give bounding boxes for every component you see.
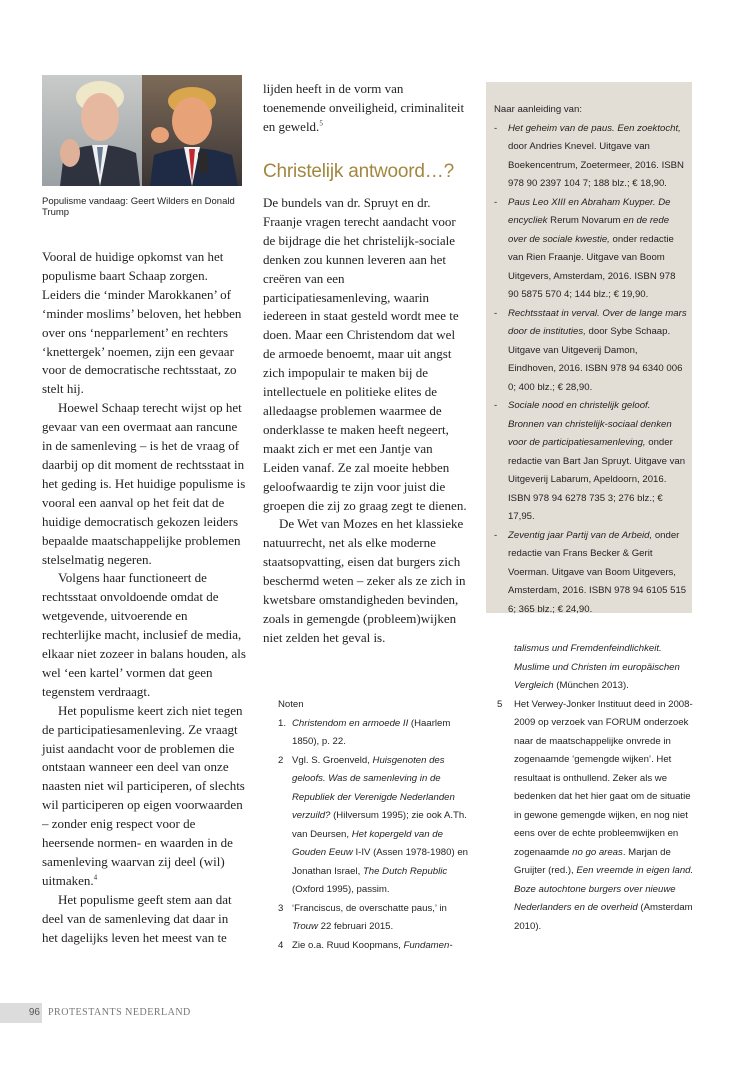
book-item xyxy=(494,194,688,305)
footnote xyxy=(278,900,468,937)
footnotes-continued xyxy=(497,640,697,936)
dash-marker: - xyxy=(494,400,498,411)
footnote-number: 5 xyxy=(497,698,503,710)
book-title: Paus Leo XIII en Abraham Kuyper. De encycliek xyxy=(508,196,671,226)
publication-name: PROTESTANTS NEDERLAND xyxy=(48,1007,191,1018)
dash-marker: - xyxy=(494,307,498,319)
page-footer xyxy=(0,1003,200,1023)
notes-title: Noten xyxy=(278,699,304,710)
books-sidebar xyxy=(486,82,692,613)
paragraph: Vooral de huidige opkomst van het populisme baart Schaap zorgen. Leiders die ‘minder Marokkanen’ of ‘minder moslims’ beloven, het hebben over ons ‘nepparlement’ en rechters ‘knettergek’ noemen, zijn een gevaar voor de democratische rechtsstaat, zo stelt hij. xyxy=(42,249,242,397)
paragraph xyxy=(42,702,247,891)
footnote xyxy=(278,937,468,956)
column-2-top xyxy=(263,80,467,137)
note-text: (Haarlem 1850), p. 22. xyxy=(292,717,451,747)
dash-marker: - xyxy=(494,529,498,541)
footnote xyxy=(278,752,468,900)
paragraph: De bundels van dr. Spruyt en dr. Fraanje vragen terecht aandacht voor de bijdrage die het christelijk-sociale denken zou kunnen leveren aan het creëren van een participatiesamenleving, waarin iedereen in staat gesteld wordt mee te doen. Maar een Christendom dat wel de armoede benoemt, maar uit angst zich impopulair te maken bij de intellectuele en politieke elites de alledaagse problemen waarmee de onderklasse te maken heeft negeert, maakt zich er met een Jantje van Leiden vanaf. Ze zal moeite hebben geloofwaardig te zijn voor juist die groepen die zij zo graag zegt te dienen. xyxy=(263,195,467,513)
note-text: 22 februari 2015. xyxy=(317,921,394,932)
book-title: Sociale nood en christelijk geloof. Bronnen van christelijk-sociaal denken voor de participatiesamenleving, xyxy=(508,400,672,448)
footnote-number: 1. xyxy=(278,717,287,729)
note-text: (Oxford 1995), passim. xyxy=(292,884,390,895)
paragraph xyxy=(263,80,467,137)
book-item xyxy=(494,305,688,398)
note-text: (Amsterdam 2010). xyxy=(514,902,693,932)
footnote-number: 4 xyxy=(278,939,284,951)
note-italic: Trouw xyxy=(292,921,318,932)
footnote-ref: 4 xyxy=(93,873,98,882)
note-text: I-IV (Assen 1978-1980) en Jonathan Israel, xyxy=(292,847,469,877)
book-details: onder redactie van Frans Becker & Gerit Voerman. Uitgave van Boom Uitgevers, Amsterdam, 2016. ISBN 978 94 6105 515 6; 365 blz.; € 24,90. xyxy=(508,529,687,615)
note-italic: talismus und Fremdenfeindlichkeit. Muslime und Christen im europäischen Vergleich xyxy=(514,643,680,691)
sidebar-intro: Naar aanleiding van: xyxy=(494,104,583,115)
note-text: Het Verwey-Jonker Instituut deed in 2008-2009 op verzoek van FORUM onderzoek naar de maatschappelijke onvrede in zogenaamde ‘gemengde wijken’. Het resultaat is onthullend. Zeker als we bedenken dat het hier gaat om de situatie in gewone gemengde wijken, en nog niet eens over de echte probleemwijken en zogenaamde xyxy=(514,698,693,858)
footnote-ref: 5 xyxy=(319,119,323,128)
paragraph-text: Het populisme keert zich niet tegen de participatiesamenleving. Ze vraagt juist aandacht voor de problemen die ontstaan wanneer een deel van onze naasten niet wil participeren, of slechts wil participeren op eigen voorwaarden – zonder enig respect voor de heersende normen- en waarden in de samenleving waarvan zij deel (wil) uitmaken. xyxy=(42,702,245,888)
dash-marker: - xyxy=(494,122,498,134)
book-title-roman: Rerum Novarum xyxy=(547,215,624,226)
note-italic: Christendom en armoede II xyxy=(292,717,409,729)
books-list xyxy=(494,101,688,619)
wilders-trump-photo xyxy=(42,75,242,186)
paragraph: Het populisme geeft stem aan dat deel van de samenleving dat daar in het dagelijks leven het meest van te xyxy=(42,891,232,945)
populism-photo xyxy=(42,75,242,186)
note-italic: The Dutch Republic xyxy=(362,865,448,877)
page-number: 96 xyxy=(0,1003,42,1023)
book-details: door Sybe Schaap. Uitgave van Uitgeverij Damon, Eindhoven, 2016. ISBN 978 94 6340 006 0; 400 blz.; € 28,90. xyxy=(508,326,683,393)
paragraph-text: lijden heeft in de vorm van toenemende onveiligheid, criminaliteit en geweld. xyxy=(263,81,465,134)
book-title: Het geheim van de paus. Een zoektocht, xyxy=(508,122,681,134)
paragraph: Hoewel Schaap terecht wijst op het gevaar van een overmaat aan rancune in de samenleving – is het de vraag of daarbij op dit moment de rechtsstaat in het geding is. Het huidige populisme is vooral een aanval op het feit dat de huidige democratisch gekozen leiders bepaalde maatschappelijke problemen stelselmatig negeren. xyxy=(42,400,246,567)
book-item xyxy=(494,527,688,620)
note-italic: Fundamen- xyxy=(403,939,453,951)
note-text: ‘Franciscus, de overschatte paus,’ in xyxy=(292,902,447,914)
footnote-number: 2 xyxy=(278,754,284,766)
column-2 xyxy=(263,194,467,648)
note-italic: Een vreemde in eigen land. Boze autochtone burgers over nieuwe Nederlanders en de overheid xyxy=(514,865,694,913)
note-italic: Het kopergeld van de Gouden Eeuw xyxy=(292,828,443,858)
note-italic: Huisgenoten des geloofs. Was de samenleving in de Republiek der Verenigde Nederlanden verzuild? xyxy=(292,754,455,821)
footnote-number: 3 xyxy=(278,902,284,914)
note-italic: no go areas xyxy=(572,846,623,858)
book-details: onder redactie van Rien Fraanje. Uitgave van Boom Uitgevers, Amsterdam, 2016. ISBN 978 90 5875 570 4; 144 blz.; € 19,90. xyxy=(508,233,676,300)
column-1 xyxy=(42,248,247,948)
footnote-continuation xyxy=(497,640,697,696)
book-item xyxy=(494,397,688,527)
note-text: (Hilversum 1995); zie ook A.Th. van Deursen, xyxy=(292,810,467,840)
book-item xyxy=(494,120,688,194)
book-details: onder redactie van Bart Jan Spruyt. Uitgave van Uitgeverij Labarum, Apeldoorn, 2016. ISBN 978 94 6278 735 3; 276 blz.; € 17,95. xyxy=(508,437,686,522)
book-title: Rechtsstaat in verval. Over de lange mars door de instituties, xyxy=(508,307,687,337)
paragraph: De Wet van Mozes en het klassieke natuurrecht, net als elke moderne staatsopvatting, eisen dat burgers zich beschermd weten – zeker als ze zich in kwetsbare omstandigheden bevinden, zoals in gemengde (probleem)wijken niet zelden het geval is. xyxy=(263,516,466,645)
footnotes xyxy=(278,696,468,955)
dash-marker: - xyxy=(494,196,498,208)
book-title-cont: en de rede over de sociale kwestie, xyxy=(508,215,670,245)
book-details: door Andries Knevel. Uitgave van Boekencentrum, Zoetermeer, 2016. ISBN 978 90 2397 104 7; 188 blz.; € 18,90. xyxy=(508,141,684,189)
book-title: Zeventig jaar Partij van de Arbeid, xyxy=(508,529,653,541)
footnote xyxy=(497,696,697,937)
section-heading: Christelijk antwoord…? xyxy=(263,161,454,182)
note-text: Zie o.a. Ruud Koopmans, xyxy=(292,939,404,951)
note-text: (München 2013). xyxy=(553,680,629,691)
note-text: Vgl. S. Groenveld, xyxy=(292,754,373,766)
paragraph: Volgens haar functioneert de rechtsstaat onvoldoende omdat de wetgevende, uitvoerende en rechterlijke macht, inclusief de media, elkaar niet zozeer in balans houden, als wel ‘een kartel’ vormen dat geen tegenstem verdraagt. xyxy=(42,570,246,699)
note-text: . Marjan de Gruijter (red.), xyxy=(514,846,671,876)
photo-caption: Populisme vandaag: Geert Wilders en Donald Trump xyxy=(42,196,235,218)
footnote xyxy=(278,715,468,752)
